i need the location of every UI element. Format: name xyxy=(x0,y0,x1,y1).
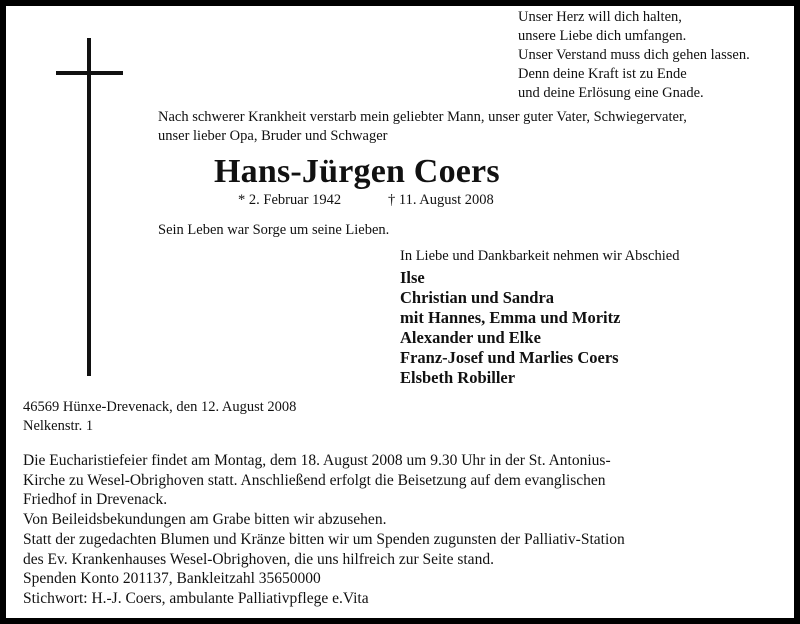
place-line: 46569 Hünxe-Drevenack, den 12. August 2008 xyxy=(23,399,297,415)
intro-text xyxy=(158,108,687,146)
mourner-name: Ilse xyxy=(400,268,425,287)
mourner-name: mit Hannes, Emma und Moritz xyxy=(400,308,621,327)
farewell-line: In Liebe und Dankbarkeit nehmen wir Abschied xyxy=(400,248,680,264)
poem-line: und deine Erlösung eine Gnade. xyxy=(518,85,704,101)
mourner-name: Alexander und Elke xyxy=(400,328,541,347)
details-line: Statt der zugedachten Blumen und Kränze bitten wir um Spenden zugunsten der Palliativ-Station xyxy=(23,530,625,548)
details-line: Spenden Konto 201137, Bankleitzahl 35650000 xyxy=(23,570,321,588)
poem-line: Denn deine Kraft ist zu Ende xyxy=(518,66,687,82)
obituary-notice xyxy=(6,6,794,618)
mourners-list xyxy=(400,268,620,388)
details-line: Die Eucharistiefeier findet am Montag, dem 18. August 2008 um 9.30 Uhr in der St. Antonius- xyxy=(23,452,611,469)
mourner-name: Elsbeth Robiller xyxy=(400,368,516,387)
intro-line: Nach schwerer Krankheit verstarb mein geliebter Mann, unser guter Vater, Schwiegervater, xyxy=(158,109,687,125)
birth-date: * 2. Februar 1942 xyxy=(238,192,342,208)
details-line: Friedhof in Drevenack. xyxy=(23,491,168,509)
poem xyxy=(518,8,750,103)
intro-line: unser lieber Opa, Bruder und Schwager xyxy=(158,128,388,144)
poem-line: Unser Verstand muss dich gehen lassen. xyxy=(518,47,750,63)
life-line: Sein Leben war Sorge um seine Lieben. xyxy=(158,222,390,238)
mourner-name: Christian und Sandra xyxy=(400,288,555,307)
poem-line: unsere Liebe dich umfangen. xyxy=(518,28,687,44)
details-line: Kirche zu Wesel-Obrighoven statt. Anschließend erfolgt die Beisetzung auf dem evanglischen xyxy=(23,471,606,489)
cross-icon-horizontal xyxy=(56,71,123,75)
deceased-name: Hans-Jürgen Coers xyxy=(214,153,500,190)
details-line: Stichwort: H.-J. Coers, ambulante Palliativpflege e.Vita xyxy=(23,589,369,607)
cross-icon-vertical xyxy=(87,38,91,376)
poem-line: Unser Herz will dich halten, xyxy=(518,9,682,25)
details-line: Von Beileidsbekundungen am Grabe bitten wir abzusehen. xyxy=(23,511,387,529)
details-line: des Ev. Krankenhauses Wesel-Obrighoven, die uns hilfreich zur Seite stand. xyxy=(23,550,494,568)
place-and-date xyxy=(23,398,296,436)
address-line: Nelkenstr. 1 xyxy=(23,418,94,434)
service-details xyxy=(23,451,625,609)
mourner-name: Franz-Josef und Marlies Coers xyxy=(400,348,619,367)
death-date: † 11. August 2008 xyxy=(388,192,494,208)
